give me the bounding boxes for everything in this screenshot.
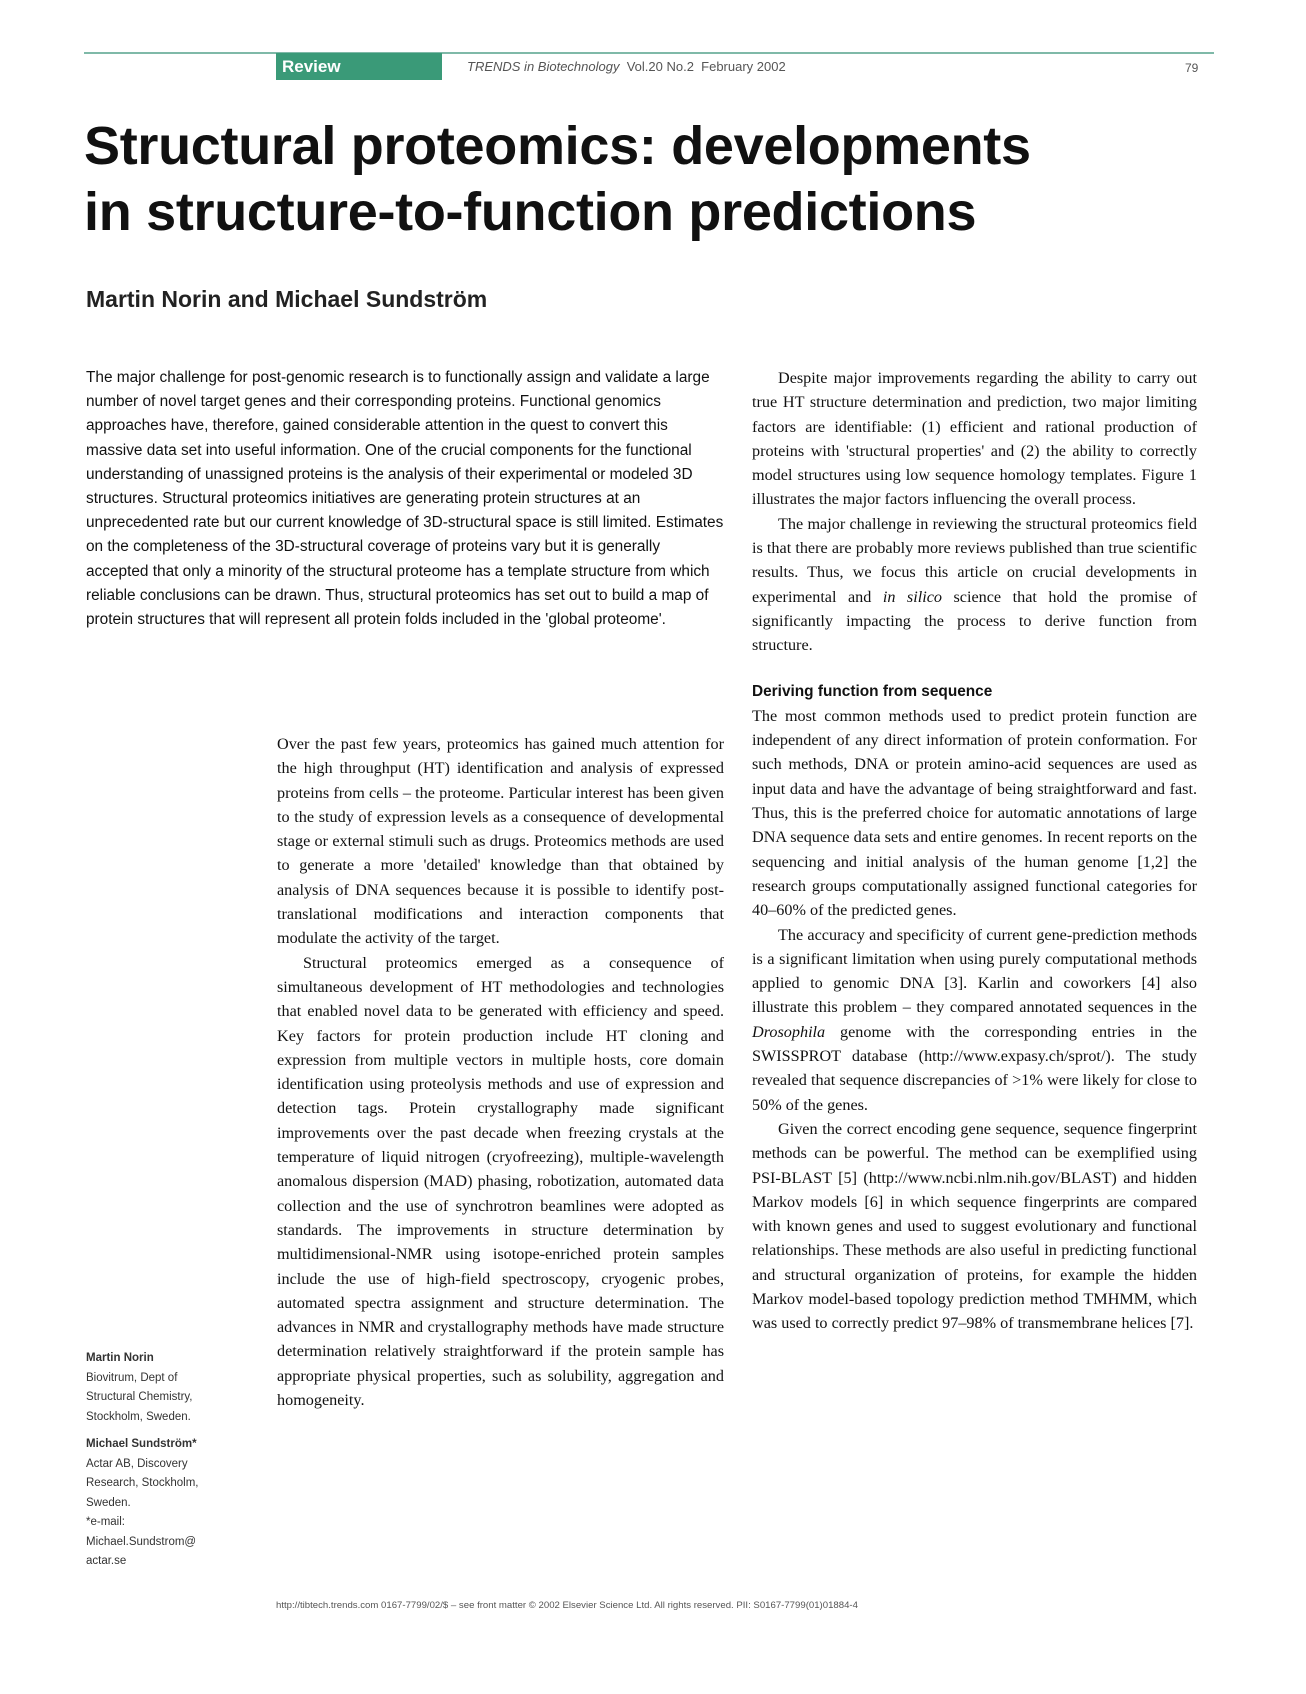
affiliation-name: Michael Sundström* <box>86 1438 197 1450</box>
article-title <box>84 113 1234 245</box>
page-footer: http://tibtech.trends.com 0167-7799/02/$ – see front matter © 2002 Elsevier Science Ltd. All rights reserved. PII: S0167-7799(01)01884-4 <box>276 1600 858 1611</box>
authors: Martin Norin and Michael Sundström <box>86 286 488 312</box>
affiliation-line: Biovitrum, Dept of <box>86 1371 178 1384</box>
affiliation-name: Martin Norin <box>86 1352 154 1364</box>
affiliation-line: *e-mail: <box>86 1516 125 1528</box>
section-heading: Deriving function from sequence <box>752 682 993 700</box>
paragraph: Despite major improvements regarding the ability to carry out true HT structure determination and prediction, two major limiting factors are identifiable: (1) efficient and rational production of proteins with 'structural properties' and (2) the ability to correctly model structures using low sequence homology templates. Figure 1 illustrates the major factors influencing the overall process. <box>752 369 1197 509</box>
author-affiliations <box>86 1349 246 1580</box>
header-rule <box>84 52 1214 54</box>
body-column-left <box>277 732 724 1412</box>
email-link[interactable]: Michael.Sundstrom@ <box>86 1535 197 1548</box>
paragraph: The major challenge in reviewing the structural proteomics field is that there are probably more reviews published than true scientific results. Thus, we focus this article on crucial developments in experimental and in silico science that hold the promise of significantly impacting the process to derive function from structure. <box>752 514 1197 655</box>
body-column-right <box>752 366 1197 1336</box>
affiliation-line: Sweden. <box>86 1496 131 1509</box>
journal-date: February 2002 <box>701 59 786 74</box>
journal-info <box>467 59 786 74</box>
journal-volume: Vol.20 No.2 <box>626 59 694 74</box>
title-line-2: in structure-to-function predictions <box>84 182 977 242</box>
paragraph: The accuracy and specificity of current gene-prediction methods is a significant limitation when using purely computational methods applied to genomic DNA [3]. Karlin and coworkers [4] also illustrate this problem – they compared annotated sequences in the Drosophila genome with the corresponding entries in the SWISSPROT database (http://www.expasy.ch/sprot/). The study revealed that sequence discrepancies of >1% were likely for close to 50% of the genes. <box>752 925 1197 1114</box>
journal-name: TRENDS in Biotechnology <box>467 59 620 74</box>
affiliation-line: Structural Chemistry, <box>86 1391 193 1403</box>
paragraph: The most common methods used to predict protein function are independent of any direct information of protein conformation. For such methods, DNA or protein amino-acid sequences are used as input data and have the advantage of being straightforward and fast. Thus, this is the preferred choice for automatic annotations of large DNA sequence data sets and entire genomes. In recent reports on the sequencing and initial analysis of the human genome [1,2] the research groups computationally assigned functional categories for 40–60% of the predicted genes. <box>752 706 1197 920</box>
email-link[interactable]: actar.se <box>86 1555 127 1567</box>
affiliation-line: Actar AB, Discovery <box>86 1457 188 1470</box>
paragraph: Over the past few years, proteomics has gained much attention for the high throughput (HT) identification and analysis of expressed proteins from cells – the proteome. Particular interest has been given to the study of expression levels as a consequence of developmental stage or external stimuli such as drugs. Proteomics methods are used to generate a more 'detailed' knowledge than that obtained by analysis of DNA sequences because it is possible to identify post-translational modifications and interaction components that modulate the activity of the target. <box>277 735 724 948</box>
emphasis: in silico <box>882 587 942 606</box>
section-badge: Review <box>276 53 442 80</box>
affiliation-line: Stockholm, Sweden. <box>86 1410 191 1423</box>
title-line-1: Structural proteomics: developments <box>84 116 1031 176</box>
emphasis: Drosophila <box>752 1022 826 1041</box>
affiliation-1 <box>86 1349 246 1427</box>
paragraph: Structural proteomics emerged as a consequence of simultaneous development of HT methodologies and technologies that enabled novel data to be generated with efficiency and speed. Key factors for protein production include HT cloning and expression from multiple vectors in multiple hosts, core domain identification using proteolysis methods and use of expression and detection tags. Protein crystallography made significant improvements over the past decade when freezing crystals at the temperature of liquid nitrogen (cryofreezing), multiple-wavelength anomalous dispersion (MAD) phasing, robotization, automated data collection and the use of synchrotron beamlines were adopted as standards. The improvements in structure determination by multidimensional-NMR using isotope-enriched protein samples include the use of high-field spectroscopy, cryogenic probes, automated spectra assignment and structure determination. The advances in NMR and crystallography methods have made structure determination relatively straightforward if the protein sample has appropriate physical properties, such as solubility, aggregation and homogeneity. <box>277 953 724 1410</box>
abstract: The major challenge for post-genomic research is to functionally assign and validate a large number of novel target genes and their corresponding proteins. Functional genomics approaches have, therefore, gained considerable attention in the quest to convert this massive data set into useful information. One of the crucial components for the functional understanding of unassigned proteins is the analysis of their experimental or modeled 3D structures. Structural proteomics initiatives are generating protein structures at an unprecedented rate but our current knowledge of 3D-structural space is still limited. Estimates on the completeness of the 3D-structural coverage of proteins vary but it is generally accepted that only a minority of the structural proteome has a template structure from which reliable conclusions can be drawn. Thus, structural proteomics has set out to build a map of protein structures that will represent all protein folds included in the 'global proteome'. <box>86 369 724 629</box>
affiliation-line: Research, Stockholm, <box>86 1477 199 1489</box>
affiliation-2 <box>86 1435 246 1572</box>
page-number: 79 <box>1185 61 1199 75</box>
paragraph: Given the correct encoding gene sequence, sequence fingerprint methods can be powerful. The method can be exemplified using PSI-BLAST [5] (http://www.ncbi.nlm.nih.gov/BLAST) and hidden Markov models [6] in which sequence fingerprints are compared with known genes and used to suggest evolutionary and functional relationships. These methods are also useful in predicting functional and structural organization of proteins, for example the hidden Markov model-based topology prediction method TMHMM, which was used to correctly predict 97–98% of transmembrane helices [7]. <box>752 1119 1197 1333</box>
